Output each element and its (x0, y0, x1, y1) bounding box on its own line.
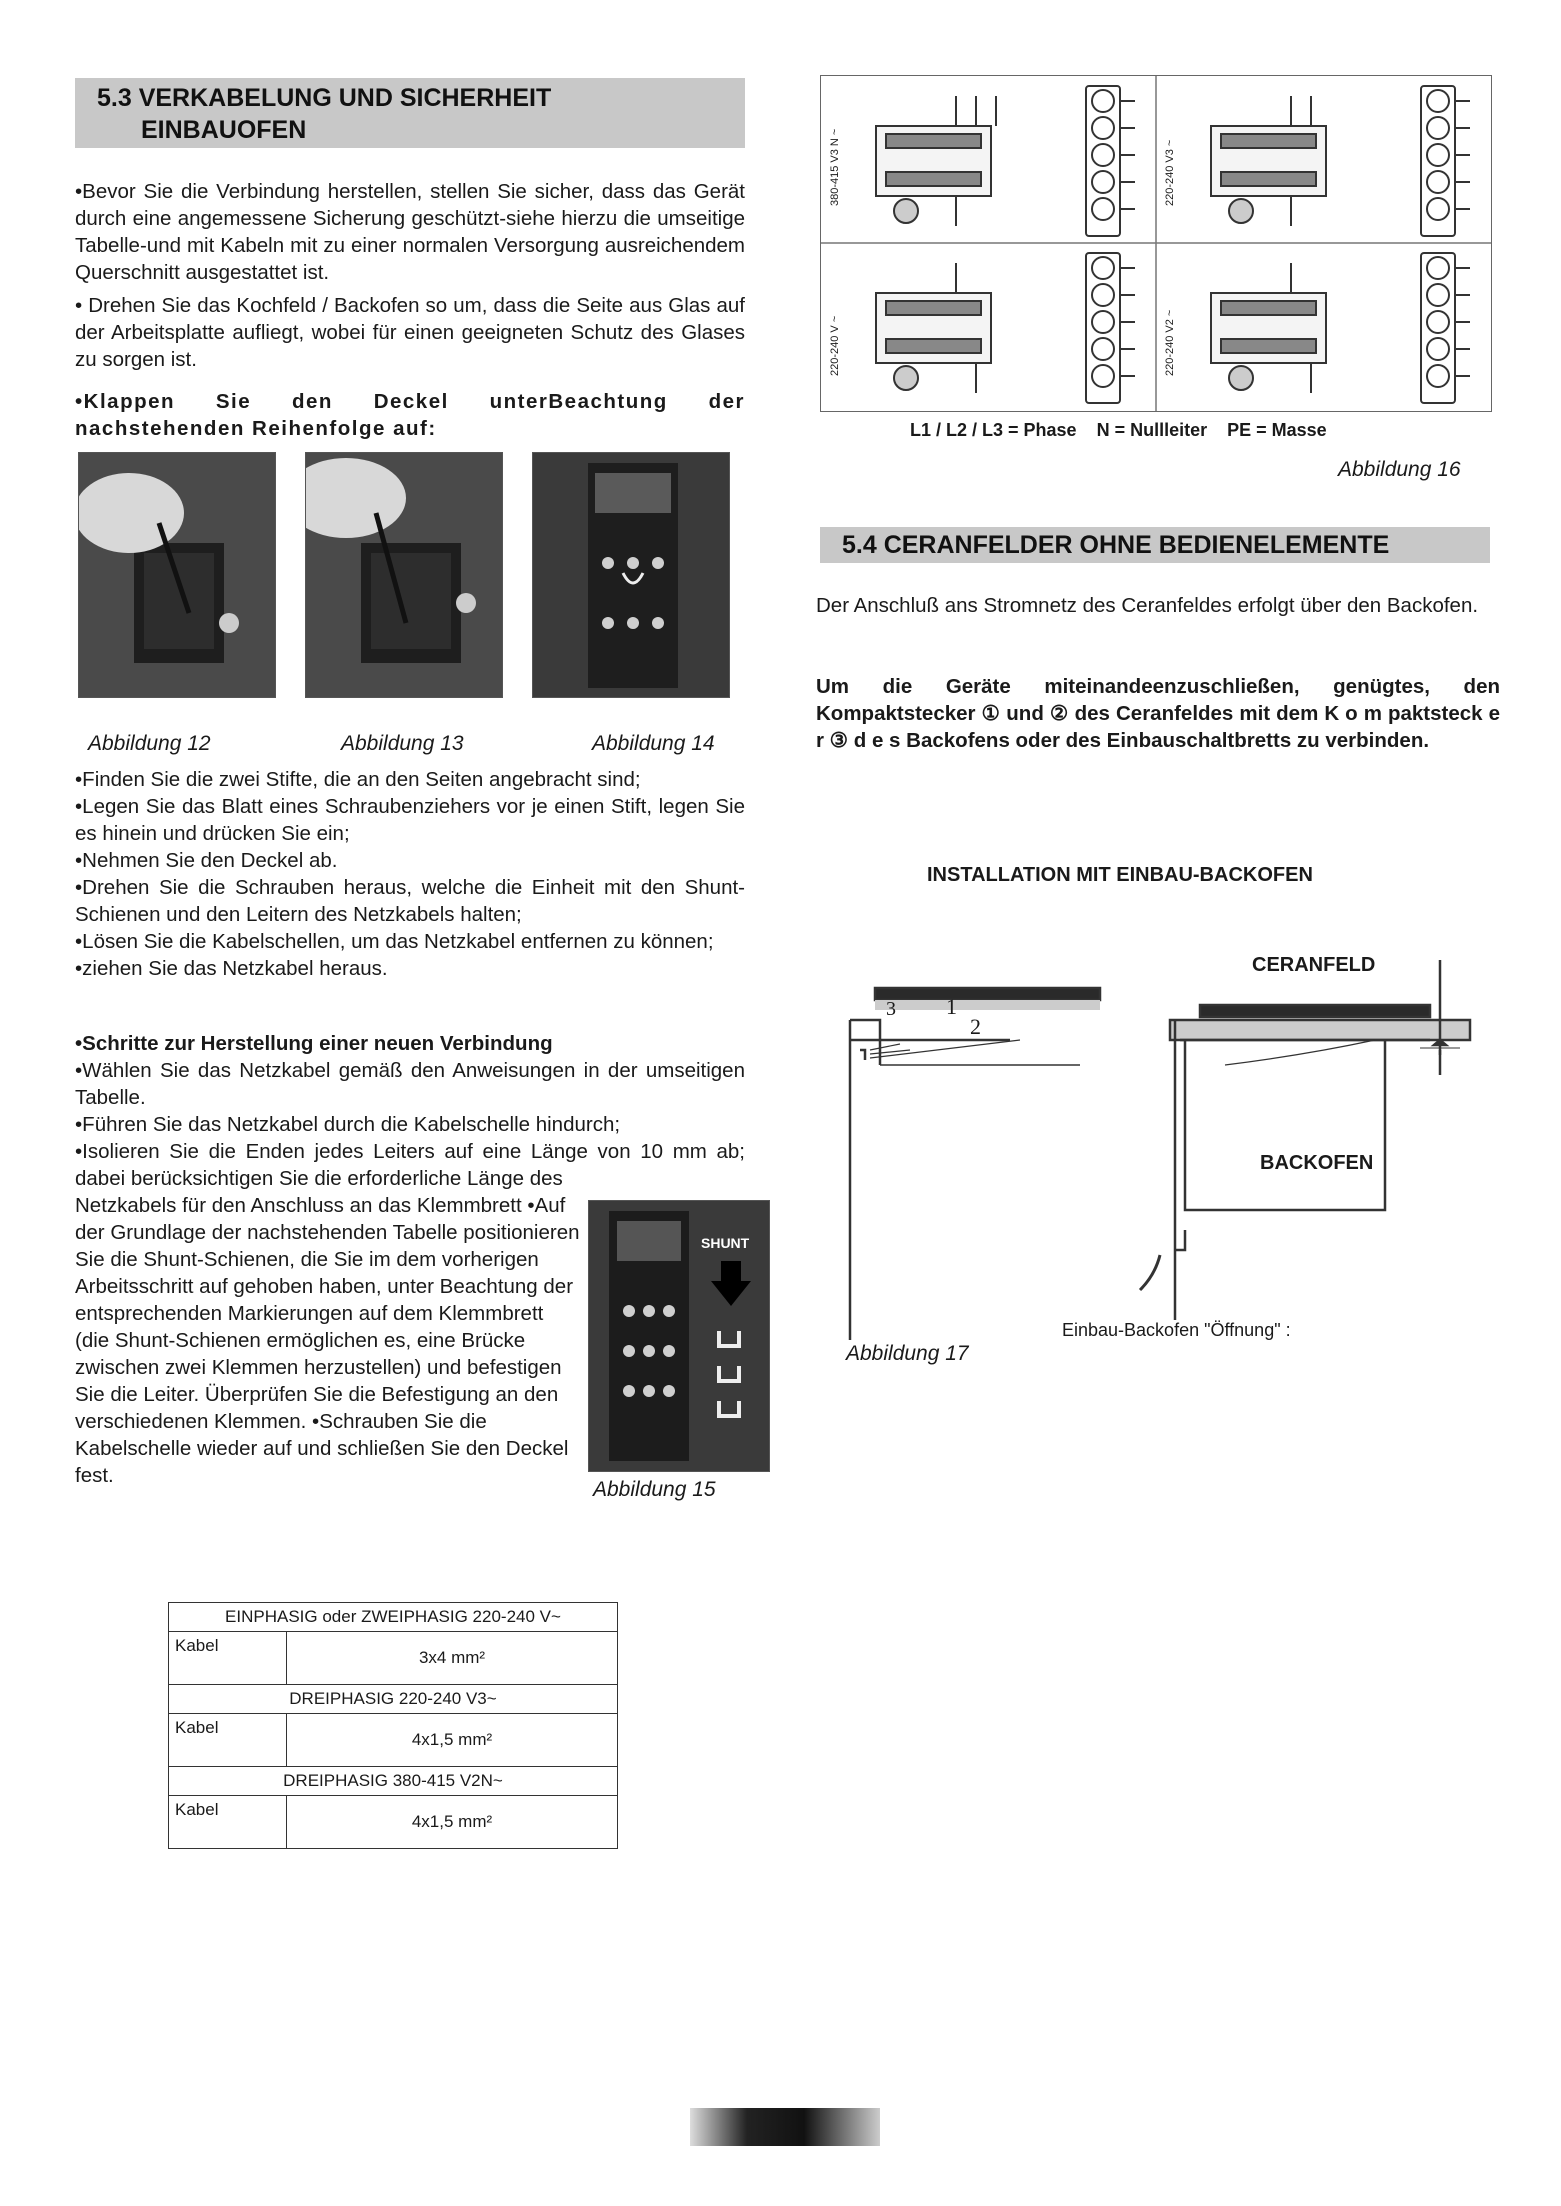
table-cell-value: 4x1,5 mm² (287, 1714, 618, 1767)
table-cell-label: Kabel (169, 1796, 287, 1849)
step-item: •ziehen Sie das Netzkabel heraus. (75, 957, 388, 980)
new-conn-step: •Führen Sie das Netzkabel durch die Kabelschelle hindurch; (75, 1113, 621, 1136)
section-53-para1: •Bevor Sie die Verbindung herstellen, stellen Sie sicher, dass das Gerät durch eine angemessene Sicherung geschützt-siehe hierzu die umseitige Tabelle-und mit Kabeln mit zu einer normalen Versorgung ausreichendem Querschnitt ausgestattet ist. (75, 180, 745, 284)
label-backofen: BACKOFEN (1260, 1152, 1374, 1174)
step-item: •Lösen Sie die Kabelschellen, um das Netzkabel entfernen zu können; (75, 930, 714, 953)
section-54-heading: 5.4 CERANFELDER OHNE BEDIENELEMENTE (820, 527, 1490, 563)
step-item: •Finden Sie die zwei Stifte, die an den Seiten angebracht sind; (75, 768, 641, 791)
new-conn-wrap-text: Netzkabels für den Anschluss an das Klemmbrett •Auf der Grundlage der nachstehenden Tabelle positionieren Sie die Shunt-Schienen, die Sie im dem vorherigen Arbeitsschritt auf gehoben haben, unter Beachtung der entsprechenden Markierungen auf dem Klemmbrett (die Shunt-Schienen ermöglichen es, eine Brücke zwischen zwei Klemmen herzustellen) und befestigen Sie die Leiter. Überprüfen Sie die Befestigung an den verschiedenen Klemmen. •Schrauben Sie die Kabelschelle wieder auf und schließen Sie den Deckel fest. (75, 1194, 580, 1487)
section-53-para3: •Klappen Sie den Deckel unterBeachtung der nachstehenden Reihenfolge auf: (75, 390, 745, 440)
photo-abbildung-14 (532, 452, 730, 698)
table-header: DREIPHASIG 220-240 V3~ (169, 1685, 618, 1714)
section-53-title-line1: 5.3 VERKABELUNG UND SICHERHEIT (97, 84, 552, 112)
table-header: EINPHASIG oder ZWEIPHASIG 220-240 V~ (169, 1603, 618, 1632)
section-53-heading (75, 78, 745, 148)
photo-abbildung-13 (305, 452, 503, 698)
photo-abbildung-15 (588, 1200, 770, 1472)
new-conn-step: •Wählen Sie das Netzkabel gemäß den Anweisungen in der umseitigen Tabelle. (75, 1059, 745, 1109)
page-footer-bar (690, 2108, 880, 2146)
photo-abbildung-12 (78, 452, 276, 698)
table-cell-value: 4x1,5 mm² (287, 1796, 618, 1849)
label-opening: Einbau-Backofen "Öffnung" : (1062, 1320, 1291, 1340)
section-54-para1: Der Anschluß ans Stromnetz des Ceranfeldes erfolgt über den Backofen. (816, 594, 1479, 617)
voltage-label-3: 220-240 V ~ (829, 315, 841, 376)
step-item: •Nehmen Sie den Deckel ab. (75, 849, 338, 872)
new-conn-step: •Isolieren Sie die Enden jedes Leiters auf eine Länge von 10 mm ab; dabei berücksichtigen Sie die erforderliche Länge des (75, 1140, 745, 1190)
caption-abbildung-16: Abbildung 16 (1338, 458, 1461, 481)
table-cell-label: Kabel (169, 1714, 287, 1767)
caption-abbildung-13: Abbildung 13 (341, 732, 464, 755)
voltage-label-2: 220-240 V3 ~ (1164, 139, 1176, 206)
voltage-label-4: 220-240 V2 ~ (1164, 309, 1176, 376)
label-num-2: 2 (970, 1014, 981, 1039)
section-53-title-line2: EINBAUOFEN (141, 116, 307, 144)
label-num-3: 3 (886, 998, 896, 1020)
install-title: INSTALLATION MIT EINBAU-BACKOFEN (927, 864, 1313, 886)
step-item: •Legen Sie das Blatt eines Schraubenziehers vor je einen Stift, legen Sie es hinein und drücken Sie ein; (75, 795, 745, 845)
shunt-label: SHUNT (701, 1235, 750, 1251)
table-cell-label: Kabel (169, 1632, 287, 1685)
new-connection-block (75, 1030, 745, 1192)
new-connection-title: •Schritte zur Herstellung einer neuen Verbindung (75, 1032, 553, 1055)
section-54-para2: Um die Geräte miteinandeenzuschließen, genügtes, den Kompaktstecker ① und ② des Ceranfeldes mit dem K o m paktsteck e r ③ d e s Backofens oder des Einbauschaltbretts zu verbinden. (816, 675, 1500, 752)
wiring-diagram (820, 75, 1492, 412)
section-53-para2: • Drehen Sie das Kochfeld / Backofen so um, dass die Seite aus Glas auf der Arbeitsplatte aufliegt, wobei für einen geeigneten Schutz des Glases zu sorgen ist. (75, 294, 745, 371)
caption-abbildung-14: Abbildung 14 (592, 732, 715, 755)
voltage-label-1: 380-415 V3 N ~ (829, 128, 841, 206)
step-item: •Drehen Sie die Schrauben heraus, welche die Einheit mit den Shunt-Schienen und den Leitern des Netzkabels halten; (75, 876, 745, 926)
label-num-1: 1 (946, 994, 957, 1019)
installation-diagram (840, 940, 1500, 1340)
caption-abbildung-12: Abbildung 12 (88, 732, 211, 755)
table-header: DREIPHASIG 380-415 V2N~ (169, 1767, 618, 1796)
caption-abbildung-17: Abbildung 17 (846, 1342, 969, 1365)
label-ceranfeld: CERANFELD (1252, 954, 1376, 976)
table-cell-value: 3x4 mm² (287, 1632, 618, 1685)
removal-steps (75, 766, 745, 982)
wiring-legend: L1 / L2 / L3 = Phase N = Nullleiter PE = Masse (910, 420, 1327, 440)
caption-abbildung-15: Abbildung 15 (593, 1478, 716, 1501)
cable-table (168, 1602, 618, 1849)
